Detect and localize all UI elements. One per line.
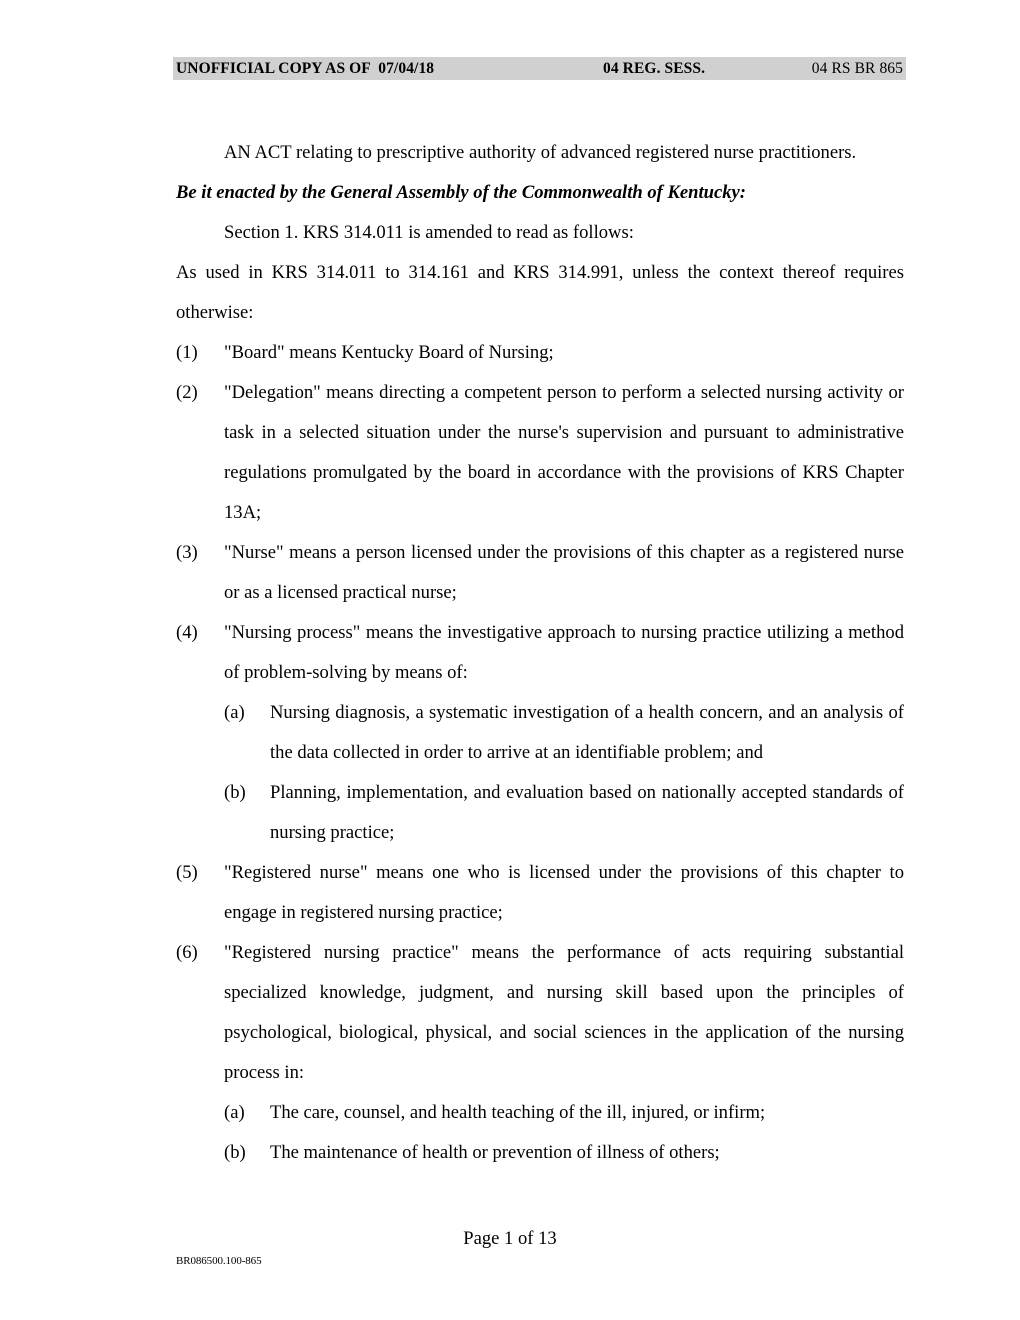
item-text: "Nurse" means a person licensed under the provisions of this chapter as a registered nurse or as a licensed practical nurse; bbox=[224, 542, 904, 603]
list-item bbox=[176, 933, 904, 1093]
subitem-text: Planning, implementation, and evaluation based on nationally accepted standards of nursing practice; bbox=[270, 782, 904, 843]
item-text: "Board" means Kentucky Board of Nursing; bbox=[224, 342, 554, 363]
item-marker: (1) bbox=[176, 342, 198, 363]
subitem-marker: (a) bbox=[224, 702, 245, 723]
act-title-paragraph: AN ACT relating to prescriptive authority of advanced registered nurse practitioners. bbox=[224, 142, 857, 163]
subitem-text: The care, counsel, and health teaching of the ill, injured, or infirm; bbox=[270, 1102, 766, 1123]
definitions-preamble: As used in KRS 314.011 to 314.161 and KRS 314.991, unless the context thereof requires otherwise: bbox=[176, 262, 904, 323]
subitem-text: The maintenance of health or prevention of illness of others; bbox=[270, 1142, 720, 1163]
header-left-unofficial-copy: UNOFFICIAL COPY AS OF 07/04/18 bbox=[176, 59, 435, 77]
item-text: "Nursing process" means the investigative approach to nursing practice utilizing a method of problem-solving by means of: bbox=[224, 622, 904, 683]
list-item bbox=[176, 333, 904, 373]
item-marker: (6) bbox=[176, 942, 198, 963]
item-marker: (4) bbox=[176, 622, 198, 643]
footer-br-number: BR086500.100-865 bbox=[176, 1255, 262, 1267]
subitem-marker: (a) bbox=[224, 1102, 245, 1123]
document-running-header bbox=[173, 57, 906, 80]
header-right-bill-number: 04 RS BR 865 bbox=[811, 59, 903, 77]
footer-page-number: Page 1 of 13 bbox=[463, 1228, 557, 1249]
document-body bbox=[176, 133, 904, 1173]
sub-list-item bbox=[224, 693, 904, 773]
sub-list-item bbox=[224, 773, 904, 853]
subitem-text: Nursing diagnosis, a systematic investigation of a health concern, and an analysis of the data collected in order to arrive at an identifiable problem; and bbox=[270, 702, 904, 763]
list-item bbox=[176, 613, 904, 693]
list-item bbox=[176, 853, 904, 933]
item-marker: (5) bbox=[176, 862, 198, 883]
list-item bbox=[176, 373, 904, 533]
subitem-marker: (b) bbox=[224, 1142, 246, 1163]
item-text: "Delegation" means directing a competent person to perform a selected nursing activity or task in a selected situation under the nurse's supervision and pursuant to administrative regulations promulgated by the board in accordance with the provisions of KRS Chapter 13A; bbox=[224, 382, 904, 523]
item-marker: (3) bbox=[176, 542, 198, 563]
item-text: "Registered nursing practice" means the performance of acts requiring substantial specialized knowledge, judgment, and nursing skill based upon the principles of psychological, biological, physical, and social sciences in the application of the nursing process in: bbox=[224, 942, 904, 1083]
item-marker: (2) bbox=[176, 382, 198, 403]
header-center-session: 04 REG. SESS. bbox=[603, 59, 706, 77]
section-heading-line: Section 1. KRS 314.011 is amended to read as follows: bbox=[224, 222, 634, 243]
document-footer bbox=[0, 1228, 1020, 1288]
sub-list-item bbox=[224, 1133, 904, 1173]
item-text: "Registered nurse" means one who is licensed under the provisions of this chapter to engage in registered nursing practice; bbox=[224, 862, 904, 923]
enacting-clause: Be it enacted by the General Assembly of the Commonwealth of Kentucky: bbox=[176, 182, 746, 203]
sub-list-item bbox=[224, 1093, 904, 1133]
subitem-marker: (b) bbox=[224, 782, 246, 803]
list-item bbox=[176, 533, 904, 613]
